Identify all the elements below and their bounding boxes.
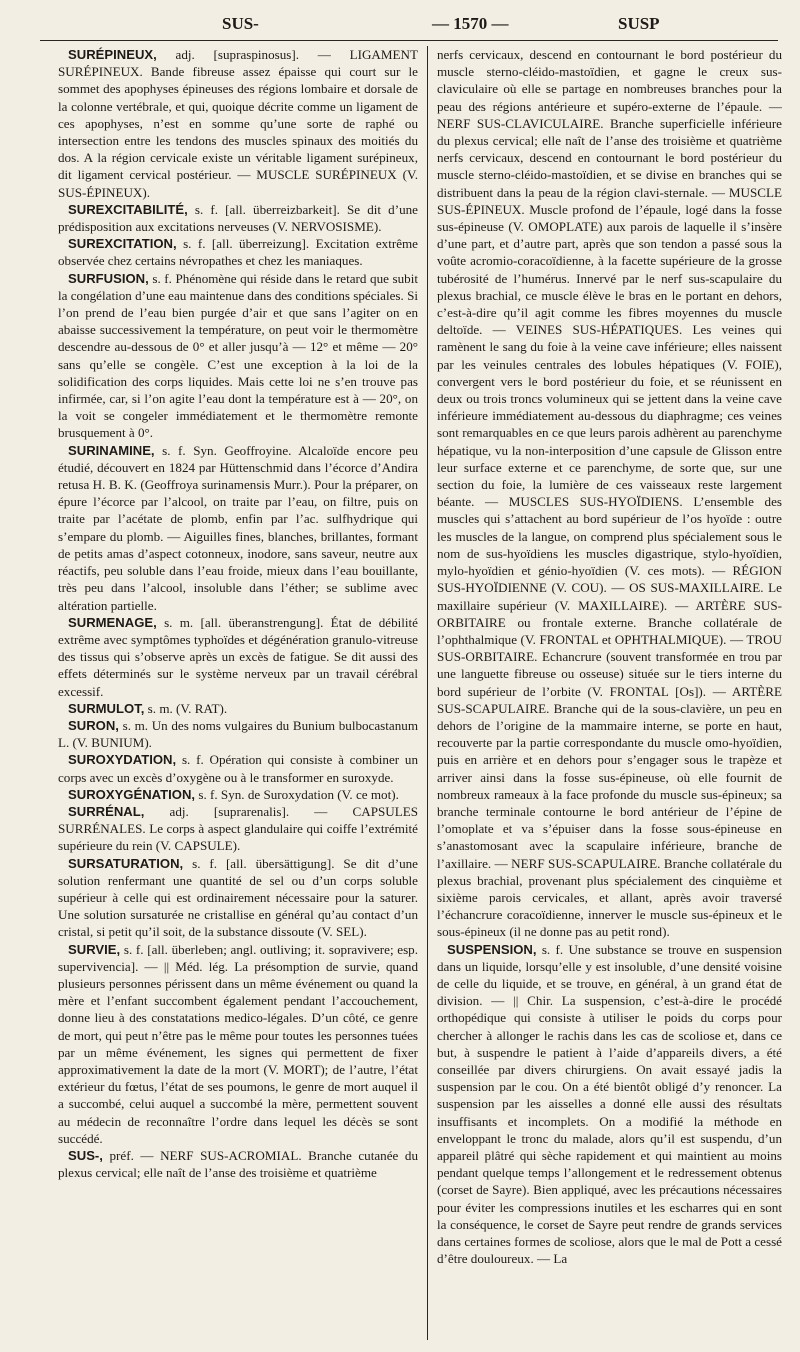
dictionary-entry	[58, 751, 418, 785]
entry-headword: SURMULOT,	[68, 700, 145, 716]
entry-headword: SURSATURATION,	[68, 855, 184, 871]
header-right-guide-word: SUSP	[618, 14, 660, 33]
dictionary-entry	[58, 803, 418, 855]
entry-headword: SUREXCITABILITÉ,	[68, 201, 188, 217]
entry-text: s. f. Syn. Geoffroyine. Alcaloïde encore peu étudié, découvert en 1824 par Hüttenschmid dans l’écorce d’Andira retusa H. B. K. (Geoffroya surinamensis Murr.). Pour la préparer, on épure l’écorce par l’alcool, on traite par l’eau, on filtre, puis on traite par l’acétate de plomb, enfin par l’ac. sulfhydrique qui s’empare du plomb. — Aiguilles fines, blanches, brillantes, formant de petits amas d’aspect cotonneux, inodore, sans saveur, neutre aux réactifs, peu soluble dans l’eau froide, mieux dans l’eau bouillante, très peu dans l’alcool, insoluble dans l’éther; se sublime avec altération partielle.	[58, 442, 418, 613]
dictionary-entry	[58, 786, 418, 803]
entry-headword: SURÉPINEUX,	[68, 47, 157, 62]
entry-headword: SUROXYDATION,	[68, 752, 177, 768]
dictionary-entry	[58, 201, 418, 235]
entry-text: s. f. Phénomène qui réside dans le retard que subit la congélation d’une eau maintenue dans des conditions spéciales. Si l’on prend de l’eau bien purgée d’air et que sans l’agiter on en abaisse successivement la température, on peut voir le thermomètre descendre au-dessous de 0° et aller jusqu’à — 12° et même — 20° sans qu’elle se congèle. C’est une exception à la loi de la solidification des corps liquides. Mais cette loi ne s’en trouve pas infirmée, car, si l’on agite l’eau dont la température est à — 20°, on la voit se congeler immédiatement et le thermomètre remonte brusquement à 0°.	[58, 270, 418, 441]
dictionary-entry	[58, 235, 418, 269]
entry-headword: SURVIE,	[68, 941, 121, 957]
dictionary-entry	[58, 1147, 418, 1181]
dictionary-entry	[58, 941, 418, 1147]
entry-text: s. f. Syn. de Suroxydation (V. ce mot).	[198, 786, 399, 802]
column-divider	[427, 46, 428, 1340]
dictionary-entry	[58, 855, 418, 941]
entry-headword: SURRÉNAL,	[68, 803, 145, 819]
entry-text: préf. — NERF SUS-ACROMIAL. Branche cutanée du plexus cervical; elle naît de l’anse des troisième et quatrième	[58, 1148, 418, 1181]
entry-headword: SUSPENSION,	[447, 941, 537, 957]
page-number: — 1570 —	[432, 14, 509, 33]
entry-text: s. f. Opération qui consiste à combiner un corps avec un excès d’oxygène ou à le transformer en suroxyde.	[58, 752, 418, 785]
entry-text: s. f. [all. überreizbarkeit]. Se dit d’une prédisposition aux excitations nerveuses (V. NERVOSISME).	[58, 201, 418, 235]
dictionary-entry	[58, 614, 418, 700]
entry-headword: SURON,	[68, 717, 119, 733]
dictionary-entry	[58, 442, 418, 614]
header-left-guide-word: SUS-	[222, 14, 259, 33]
entry-text: s. f. Une substance se trouve en suspension dans un liquide, lorsqu’elle y est insoluble, d’une densité voisine de celle du liquide, et se trouve, en général, à un grand état de division. — || Chir. La suspension, c’est-à-dire le procédé orthopédique qui consiste à utiliser le poids du corps pour chercher à allonger le rachis dans les cas de scoliose et, dans ce but, à suspendre le patient à l’aide d’appareils divers, a été conseillée par divers chirurgiens. On avait essayé jadis la suspension par le cou. On a été bientôt obligé d’y renoncer. La suspension par les aisselles a donné elle aussi des résultats insuffisants et incomplets. On a modifié la méthode en enveloppant le tronc du malade, alors qu’il est suspendu, d’un appareil plâtré qui sèche rapidement et qui maintient au moins pendant quelque temps l’allongement et le redressement obtenus (corset de Sayre). Bien appliqué, avec les précautions nécessaires pour éviter les compressions inutiles et les escharres qui en sont la conséquence, le corset de Sayre peut rendre de grands services dans certaines formes de scoliose, alors que le mal de Pott a cessé d’être douloureux. — La	[437, 941, 782, 1267]
dictionary-entry	[58, 717, 418, 751]
entry-text: adj. [suprarenalis]. — CAPSULES SURRÉNALES. Le corps à aspect glandulaire qui coiffe l’extrémité supérieure du rein (V. CAPSULE).	[58, 803, 418, 854]
entry-text: s. f. [all. übersättigung]. Se dit d’une solution renfermant une quantité de sel ou d’un corps soluble supérieur à celle qui est ordinairement nécessaire pour la saturer. Une solution sursaturée ne cristallise en général qu’au contact d’un cristal, si petit qu’il soit, de la substance dissoute (V. SEL).	[58, 855, 418, 940]
entry-text: s. m. [all. überanstrengung]. État de débilité extrême avec symptômes typhoïdes et dégénération granulo-vitreuse des tissus qui s’observe après un excès de fatigue. Se dit aussi des effets déterminés sur le système nerveux par un travail cérébral excessif.	[58, 614, 418, 699]
entry-text: nerfs cervicaux, descend en contournant le bord postérieur du muscle sterno-cléido-mastoïdien, et gagne le creux sus-claviculaire où elle se partage en nombreuses branches pour la peau des régions antérieure et supéro-externe de l’épaule. — NERF SUS-CLAVICULAIRE. Branche superficielle inférieure du plexus cervical; elle naît de l’anse des troisième et quatrième nerfs cervicaux, descend en contournant le bord postérieur du muscle sterno-cléido-mastoïdien, et se divise en branches qui se distribuent dans la peau de la région clavi-sternale. — MUSCLE SUS-ÉPINEUX. Muscle profond de l’épaule, logé dans la fosse sus-épineuse (V. OMOPLATE) aux parois de laquelle il s’insère d’une part, et d’autre part, après que son tendon a passé sous la voûte acromio-coracoïdienne, à la facette supérieure de la grosse tubérosité de l’humérus. Innervé par le nerf sus-scapulaire du plexus brachial, ce muscle élève le bras en le portant en dehors, c’est-à-dire qu’il agit comme les fibres moyennes du muscle deltoïde. — VEINES SUS-HÉPATIQUES. Les veines qui ramènent le sang du foie à la veine cave inférieure; elles naissent par les veinules centrales des lobules hépatiques (V. FOIE), convergent vers le bord postérieur du foie, et se réunissent en deux ou trois troncs volumineux qui se jettent dans la veine cave inférieure immédiatement au-dessous du diaphragme; ces veines sont remarquables en ce que leurs parois adhèrent au parenchyme hépatique, vu la non-interposition d’une capsule de Glisson entre leur surface externe et ce parenchyme, de sorte que, sur une section du foie, la lumière de ces vaisseaux reste largement béante. — MUSCLES SUS-HYOÏDIENS. L’ensemble des muscles qui s’attachent au bord supérieur de l’os hyoïde : outre les muscles de la langue, on comprend plus spécialement sous le nom de sus-hyoïdiens les muscles digastrique, stylo-hyoïdien, mylo-hyoïdien et génio-hyoïdien (V. ces mots). — RÉGION SUS-HYOÏDIENNE (V. COU). — OS SUS-MAXILLAIRE. Le maxillaire supérieur (V. MAXILLAIRE). — ARTÈRE SUS-ORBITAIRE ou frontale externe. Branche collatérale de l’ophthalmique (V. FRONTAL et OPHTHALMIQUE). — TROU SUS-ORBITAIRE. Echancrure (souvent transformée en trou par une languette fibreuse ou osseuse) située sur le tiers interne du bord supérieur de l’orbite (V. FRONTAL [Os]). — ARTÈRE SUS-SCAPULAIRE. Branche qui de la sous-clavière, un peu en dehors de l’origine de la mammaire interne, se porte en haut, recouverte par la partie correspondante du muscle omo-hyoïdien, puis en arrière et en dehors pour s’engager sous le trapèze et arriver ainsi dans la fosse sus-épineuse, où elle fournit de nombreux rameaux à la face profonde du muscle sus-épineux; sa branche terminale contourne le bord antérieur de l’épine de l’omoplate et va s’épuiser dans la fosse sous-épineuse en s’anastomosant avec la scapulaire inférieure, branche de l’axillaire. — NERF SUS-SCAPULAIRE. Branche collatérale du plexus brachial, provenant plus spécialement des cinquième et sixième parois cervicales, et allant, après avoir traversé l’échancrure coracoïdienne, innerver le muscle sus-épineux et le sous-épineux (il ne donne pas au petit rond).	[437, 47, 782, 940]
header-rule	[40, 40, 778, 41]
entry-headword: SUREXCITATION,	[68, 236, 177, 252]
entry-headword: SURMENAGE,	[68, 614, 157, 630]
entry-headword: SUROXYGÉNATION,	[68, 786, 196, 802]
dictionary-entry	[58, 46, 418, 201]
dictionary-entry	[58, 700, 418, 717]
entry-text: s. m. Un des noms vulgaires du Bunium bulbocastanum L. (V. BUNIUM).	[58, 717, 418, 751]
entry-text: s. f. [all. überreizung]. Excitation extrême observée chez certains névropathes et chez les maniaques.	[58, 236, 418, 269]
entry-text: s. m. (V. RAT).	[147, 700, 228, 716]
dictionary-entry	[437, 46, 782, 941]
entry-text: s. f. [all. überleben; angl. outliving; it. sopravivere; esp. supervivencia]. — || Méd. lég. La présomption de survie, quand plusieurs personnes périssent dans un même événement ou quand la mère et l’enfant succombent également pendant l’accouchement, donne lieu à des constatations medico-légales. D’un côté, ce genre de mort, qui peut n’être pas le même pour toutes les personnes tuées par un même événement, les signes qui permettent de fixer approximativement la date de la mort (V. MORT); de l’autre, l’état extérieur du fœtus, l’état de ses poumons, le genre de mort auquel il a succombé, celui auquel a succombé la mère, permettent souvent au médecin de reconnaître l’ordre dans lequel les décès se sont succédé.	[58, 941, 418, 1146]
right-column	[437, 46, 782, 1342]
dictionary-entry	[58, 270, 418, 442]
page-header	[40, 14, 776, 38]
entry-headword: SUS-,	[68, 1148, 103, 1163]
dictionary-entry	[437, 941, 782, 1268]
entry-headword: SURINAMINE,	[68, 442, 155, 458]
entry-headword: SURFUSION,	[68, 270, 149, 286]
left-column	[58, 46, 418, 1342]
entry-text: adj. [supraspinosus]. — LIGAMENT SURÉPINEUX. Bande fibreuse assez épaisse qui court sur le sommet des apophyses épineuses des régions lombaire et dorsale de la colonne vertébrale, et qui, quoique décrite comme un ligament de ces apophyses, n’est en somme qu’une sorte de raphé ou intersection entre les tendons des muscles spinaux des moitiés du dos. A la région cervicale existe un véritable ligament surépineux, dit ligament cervical postérieur. — MUSCLE SURÉPINEUX (V. SUS-ÉPINEUX).	[58, 47, 418, 200]
